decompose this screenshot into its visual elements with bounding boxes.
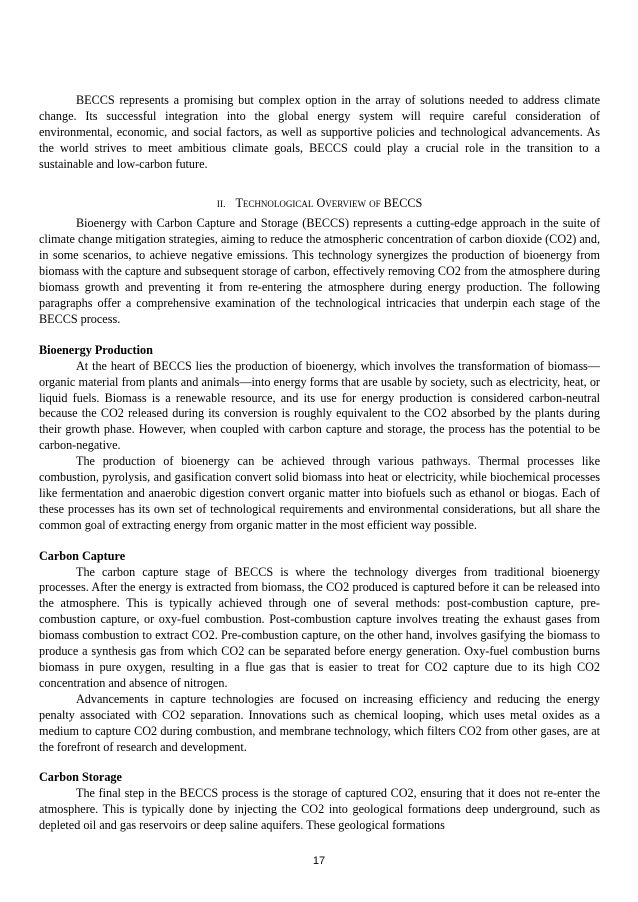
subheading-capture: Carbon Capture [39,548,126,563]
capture-paragraph-1: The carbon capture stage of BECCS is where the technology diverges from traditional bioenergy processes. After the energy is extracted from biomass, the CO2 produced is captured before it can be released into the atmosphere. This is typically achieved through one of several methods: post-combustion capture, pre-combustion capture, or oxy-fuel combustion. Post-combustion capture involves treating the exhaust gases from biomass combustion to extract CO2. Pre-combustion capture, on the other hand, involves gasifying the biomass to produce a synthesis gas from which CO2 can be separated before energy generation. Oxy-fuel combustion burns biomass in pure oxygen, resulting in a flue gas that is easier to treat for CO2 capture due to its high CO2 concentration and absence of nitrogen. [39,564,600,690]
intro-paragraph: BECCS represents a promising but complex option in the array of solutions needed to address climate change. Its successful integration into the global energy system will require careful consideration of environmental, economic, and social factors, as well as supportive policies and technological advancements. As the world strives to meet ambitious climate goals, BECCS could play a crucial role in the transition to a sustainable and low-carbon future. [39,93,600,171]
bioenergy-paragraph-1: At the heart of BECCS lies the production of bioenergy, which involves the transformation of biomass—organic material from plants and animals—into energy forms that are usable by society, such as electricity, heat, or liquid fuels. Biomass is a renewable resource, and its use for energy production is considered carbon-neutral because the CO2 released during its conversion is roughly equivalent to the CO2 absorbed by the plants during their growth phase. However, when coupled with carbon capture and storage, the process has the potential to be carbon-negative. [39,358,600,453]
text-column [39,93,600,834]
page-number: 17 [312,855,326,867]
bioenergy-paragraph-2: The production of bioenergy can be achieved through various pathways. Thermal processes like combustion, pyrolysis, and gasification convert solid biomass into heat or electricity, while biochemical processes like fermentation and anaerobic digestion convert organic matter into biofuels such as ethanol or biogas. Each of these processes has its own set of technological requirements and environmental considerations, but all share the common goal of extracting energy from organic matter in the most efficient way possible. [39,454,600,532]
section-heading [39,196,600,214]
storage-paragraph-1: The final step in the BECCS process is the storage of captured CO2, ensuring that it does not re-enter the atmosphere. This is typically done by injecting the CO2 into geological formations deep underground, such as depleted oil and gas reservoirs or deep saline aquifers. These geological formations [39,786,600,833]
capture-paragraph-2: Advancements in capture technologies are focused on increasing efficiency and reducing the energy penalty associated with CO2 separation. Innovations such as chemical looping, which uses metal oxides as a medium to capture CO2 during combustion, and membrane technology, which filters CO2 from other gases, are at the forefront of research and development. [39,691,600,754]
subheading-bioenergy: Bioenergy Production [39,342,153,357]
section-number: II. [216,199,226,210]
section-title: Technological Overview of BECCS [235,195,423,210]
section-paragraph: Bioenergy with Carbon Capture and Storage (BECCS) represents a cutting-edge approach in the suite of climate change mitigation strategies, aiming to reduce the atmospheric concentration of carbon dioxide (CO2) and, in some scenarios, to achieve negative emissions. This technology synergizes the production of bioenergy from biomass with the capture and subsequent storage of carbon, effectively removing CO2 from the atmosphere during biomass growth and preventing it from re-entering the atmosphere during energy production. The following paragraphs offer a comprehensive examination of the technological intricacies that underpin each stage of the BECCS process. [39,216,600,326]
subheading-storage: Carbon Storage [39,770,122,785]
